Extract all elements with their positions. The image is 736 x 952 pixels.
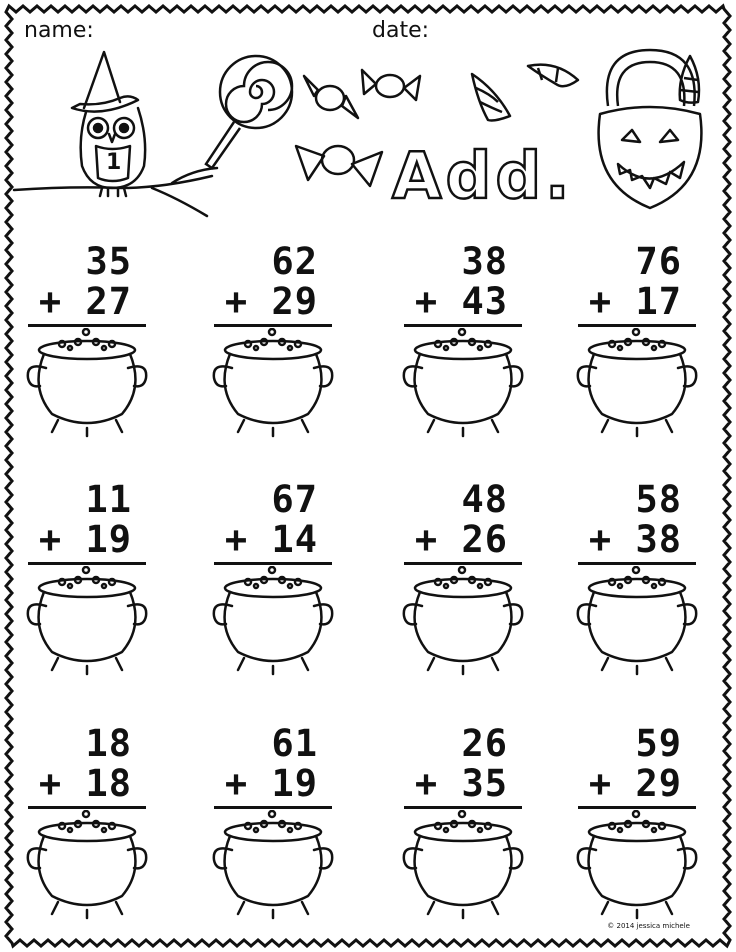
addend-top: 58 — [635, 478, 682, 521]
addition-problem — [398, 240, 538, 440]
answer-line — [404, 562, 522, 565]
addend-bottom: + 18 — [38, 762, 132, 805]
addend-bottom: + 43 — [414, 280, 508, 323]
answer-cauldron[interactable] — [22, 566, 152, 680]
answer-cauldron[interactable] — [22, 810, 152, 924]
answer-line — [28, 806, 146, 809]
addend-top: 18 — [85, 722, 132, 765]
addend-bottom: + 19 — [38, 518, 132, 561]
answer-cauldron[interactable] — [208, 328, 338, 442]
addend-bottom: + 17 — [588, 280, 682, 323]
addition-problem — [398, 722, 538, 922]
answer-line — [578, 562, 696, 565]
date-label: date: — [372, 18, 430, 43]
addend-top: 67 — [271, 478, 318, 521]
answer-cauldron[interactable] — [398, 328, 528, 442]
addend-top: 48 — [461, 478, 508, 521]
addition-problem — [22, 240, 162, 440]
owl-icon — [12, 48, 222, 224]
cauldron-icon — [208, 566, 338, 676]
answer-cauldron[interactable] — [572, 566, 702, 680]
answer-line — [578, 806, 696, 809]
pumpkin-bucket-icon — [590, 44, 710, 214]
addend-top: 38 — [461, 240, 508, 283]
addition-problem — [22, 478, 162, 678]
answer-line — [214, 562, 332, 565]
addition-problem — [208, 722, 348, 922]
addend-bottom: + 19 — [224, 762, 318, 805]
addend-top: 61 — [271, 722, 318, 765]
addend-top: 62 — [271, 240, 318, 283]
addition-problem — [208, 478, 348, 678]
addend-bottom: + 26 — [414, 518, 508, 561]
answer-line — [404, 324, 522, 327]
addend-bottom: + 27 — [38, 280, 132, 323]
answer-line — [28, 562, 146, 565]
cauldron-icon — [572, 328, 702, 438]
answer-line — [214, 324, 332, 327]
cauldron-icon — [572, 566, 702, 676]
answer-cauldron[interactable] — [572, 810, 702, 924]
cauldron-icon — [22, 566, 152, 676]
answer-line — [404, 806, 522, 809]
addition-problem — [572, 478, 712, 678]
lollipop-icon — [198, 52, 298, 172]
addend-top: 76 — [635, 240, 682, 283]
cauldron-icon — [208, 328, 338, 438]
addend-bottom: + 38 — [588, 518, 682, 561]
addend-top: 59 — [635, 722, 682, 765]
answer-cauldron[interactable] — [572, 328, 702, 442]
copyright-text: © 2014 jessica michele — [607, 922, 690, 930]
addend-bottom: + 35 — [414, 762, 508, 805]
addition-problem — [22, 722, 162, 922]
addition-problem — [398, 478, 538, 678]
answer-cauldron[interactable] — [398, 566, 528, 680]
addend-bottom: + 29 — [224, 280, 318, 323]
addition-problem — [208, 240, 348, 440]
answer-cauldron[interactable] — [398, 810, 528, 924]
addend-top: 11 — [85, 478, 132, 521]
name-label: name: — [24, 18, 94, 43]
answer-cauldron[interactable] — [208, 566, 338, 680]
cauldron-icon — [398, 810, 528, 920]
addend-bottom: + 14 — [224, 518, 318, 561]
addition-problem — [572, 722, 712, 922]
cauldron-icon — [398, 328, 528, 438]
answer-cauldron[interactable] — [208, 810, 338, 924]
cauldron-icon — [398, 566, 528, 676]
worksheet-title: Add. — [392, 140, 574, 214]
addition-problem — [572, 240, 712, 440]
cauldron-icon — [208, 810, 338, 920]
addend-top: 26 — [461, 722, 508, 765]
cauldron-icon — [572, 810, 702, 920]
answer-line — [214, 806, 332, 809]
owl-number: 1 — [106, 150, 122, 175]
cauldron-icon — [22, 810, 152, 920]
answer-line — [578, 324, 696, 327]
answer-cauldron[interactable] — [22, 328, 152, 442]
answer-line — [28, 324, 146, 327]
cauldron-icon — [22, 328, 152, 438]
addend-top: 35 — [85, 240, 132, 283]
addend-bottom: + 29 — [588, 762, 682, 805]
